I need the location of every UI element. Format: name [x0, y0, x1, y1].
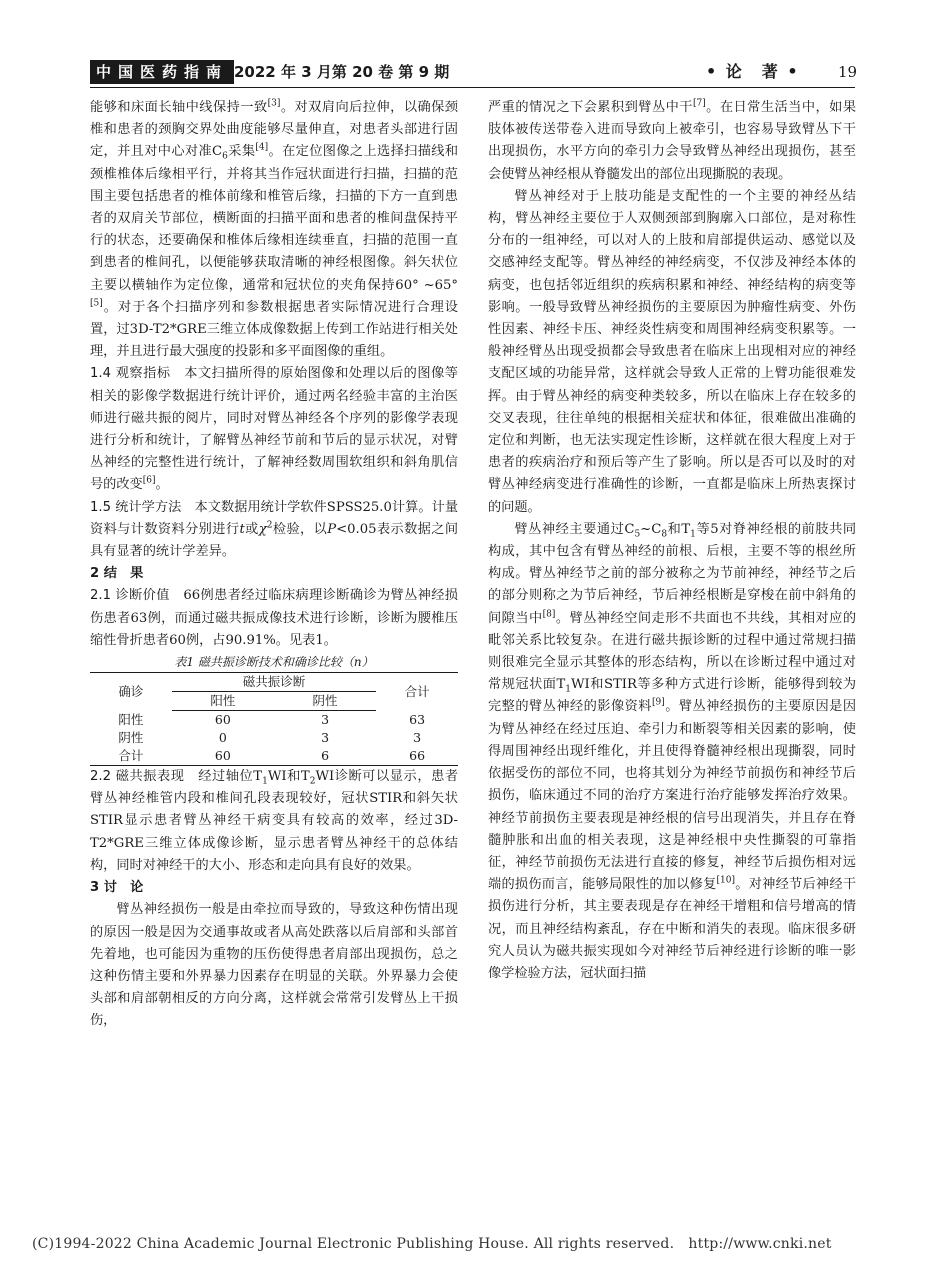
section-1-4-heading: 1.4 观察指标 [90, 366, 171, 382]
table-row: 阳性 60 3 63 [118, 711, 426, 728]
page-number: 19 [838, 63, 858, 81]
table-row: 合计 60 6 66 [90, 747, 458, 766]
table-header-positive: 阳性 [172, 692, 274, 711]
heading-discussion: 3 讨 论 [90, 880, 144, 896]
section-label: • 论 著 • [706, 62, 800, 81]
paragraph-discussion-1: 臂丛神经损伤一般是由牵拉而导致的，导致这种伤情出现的原因一般是因为交通事故或者从高处跌落以后肩部和头部首先着地，也可能因为重物的压伤使得患者肩部出现损伤，总之这种伤情主要和外界暴力因素存在明显的关联。外界暴力会使头部和肩部朝相反的方向分离，这样就会常常引发臂丛上干损伤， [90, 902, 458, 1029]
issue-info: 2022 年 3 月第 20 卷 第 9 期 [234, 63, 450, 81]
table-caption: 表1 磁共振诊断技术和确诊比较（n） [174, 655, 374, 670]
section-1-5-heading: 1.5 统计学方法 [90, 499, 182, 515]
paragraph-continued: 严重的情况之下会累积到臂丛中干[7]。在日常生活当中，如果肢体被传送带卷入进而导致向上被牵引，也容易导致臂丛下干出现损伤，水平方向的牵引力会导致臂丛神经出现损伤，甚至会使臂丛神经根从脊髓发出的部位出现撕脱的表现。 [488, 98, 857, 182]
section-2-2-heading: 2.2 磁共振表现 [90, 769, 185, 785]
journal-name: 中国医药指南 [90, 60, 234, 84]
section-2-1-heading: 2.1 诊断价值 [90, 588, 170, 604]
paragraph-brachial-plexus-function: 臂丛神经对于上肢功能是支配性的一个主要的神经丛结构，臂丛神经主要位于人双侧颈部到胸廓入口部位，是对称性分布的一组神经，可以对人的上肢和肩部提供运动、感觉以及交感神经支配等。臂丛神经的神经病变，不仅涉及神经本体的病变，也包括邻近组织的疾病积累和神经、神经结构的病变等影响。一般导致臂丛神经损伤的主要原因为肿瘤性病变、外伤性因素、神经卡压、神经炎性病变和周围神经病变积累等。一般神经臂丛出现受损都会导致患者在临床上出现相对应的神经支配区域的功能异常，这样就会导致人正常的上臂功能很难发挥。由于臂丛神经的病变种类较多，所以在临床上存在较多的交叉表现，往往单纯的根据相关症状和体征，很难做出准确的定位和判断，也无法实现定性诊断，这样就在很大程度上对于患者的疾病治疗和预后等产生了影响。所以是否可以及时的对臂丛神经病变进行准确性的诊断，一直都是临床上所热衷探讨的问题。 [488, 188, 856, 515]
heading-results: 2 结 果 [90, 566, 144, 582]
table-header-confirm: 确诊 [90, 673, 172, 711]
right-column [488, 97, 856, 985]
paragraph-brachial-plexus-anatomy: 臂丛神经主要通过$C_5\sim C_8$和$T_1$等5对脊神经根的前肢共同构成，其中包含有臂丛神经的前根、后根，主要不等的根丝所构成。臂丛神经节之前的部分被称之为节前神经，神经节之后的部分则称之为节后神经，节后神经根断是穿梭在前中斜角的间隙当中[8]。臂丛神经空间走形不共面也不共线，其相对应的毗邻关系比较复杂。在进行磁共振诊断的过程中通过常规扫描则很难完全显示其整体的形态结构，所以在诊断过程中通过对常规冠状面$T_1WI$和STIR等多种方式进行诊断，能够得到较为完整的臂丛神经的影像资料[9]。臂丛神经损伤的主要原因是因为臂丛神经在经过压迫、牵引力和断裂等相关因素的影响，使得周围神经出现纤维化，并且使得脊髓神经根出现撕裂，同时依据受伤的部位不同，也将其划分为神经节前损伤和神经节后损伤，临床通过不同的治疗方案进行治疗能够发挥治疗效果。神经节前损伤主要表现是神经根的信号出现消失，并且存在脊髓肿胀和出血的相关表现，这是神经根中央性撕裂的可靠指征，神经节前损伤无法进行直接的修复，神经节后损伤相对远端的损伤而言，能够局限性的加以修复[10]。对神经节后神经干损伤进行分析，其主要表现是存在神经干增粗和信号增高的情况，而且神经结构紊乱，存在中断和消失的表现。临床很多研究人员认为磁共振实现如今对神经节后神经进行诊断的唯一影像学检验方法，冠状面扫描 [488, 521, 857, 981]
table-header-mri: 磁共振诊断 [172, 673, 376, 692]
table-row: 阴性 0 3 3 [118, 730, 422, 746]
section-1-5: 1.5 统计学方法 本文数据用统计学软件SPSS25.0计算。计量资料与计数资料分别进行t或$\chi^2$检验，以P<0.05表示数据之间具有显著的统计学差异。 [90, 499, 459, 560]
left-column [90, 97, 458, 1033]
copyright-footer: (C)1994-2022 China Academic Journal Electronic Publishing House. All rights reserved. http://www.cnki.net [32, 1236, 832, 1252]
table-1 [90, 672, 458, 766]
paragraph-scan-method: 能够和床面长轴中线保持一致[3]。对双肩向后拉伸，以确保颈椎和患者的颈胸交界处曲度能够尽量伸直，对患者头部进行固定，并且对中心对准$C_6$采集[4]。在定位图像之上选择扫描线和颈椎椎体后缘相平行，并将其当作冠状面进行扫描，扫描的范围主要包括患者的椎体前缘和椎管后缘，扫描的下方一直到患者的双肩关节部位，横断面的扫描平面和患者的椎间盘保持平行的状态，还要确保和椎体后缘相连续垂直，扫描的范围一直到患者的椎间孔，以便能够获取清晰的神经根图像。斜矢状位主要以横轴作为定位像，通常和冠状位的夹角保持60° ~65°[5]。对于各个扫描序列和参数根据患者实际情况进行合理设置，过3D-T2*GRE三维立体成像数据上传到工作站进行相关处理，并且进行最大强度的投影和多平面图像的重组。 [90, 98, 459, 360]
section-1-4: 1.4 观察指标 本文扫描所得的原始图像和处理以后的图像等相关的影像学数据进行统计评价，通过两名经验丰富的主治医师进行磁共振的阅片，同时对臂丛神经各个序列的影像学表现进行分析和统计，了解臂丛神经节前和节后的显示状况，对臂丛神经的完整性进行统计，了解神经数周围软组织和斜角肌信号的改变[6]。 [90, 366, 458, 493]
header-rule [90, 87, 855, 88]
table-header-negative: 阴性 [274, 692, 376, 711]
section-2-2: 2.2 磁共振表现 经过轴位$T_1WI$和$T_2WI$诊断可以显示，患者臂丛神经椎管内段和椎间孔段表现较好，冠状STIR和斜矢状STIR显示患者臂丛神经干病变具有较高的效率，经过3D-T2*GRE三维立体成像诊断，显示患者臂丛神经干的总体结构，同时对神经干的大小、形态和走向具有良好的效果。 [90, 769, 459, 873]
table-header-total: 合计 [376, 673, 458, 711]
section-2-1: 2.1 诊断价值 66例患者经过临床病理诊断确诊为臂丛神经损伤患者63例，而通过磁共振成像技术进行诊断，诊断为腰椎压缩性骨折患者60例，占90.91%。见表1。 [90, 588, 458, 648]
